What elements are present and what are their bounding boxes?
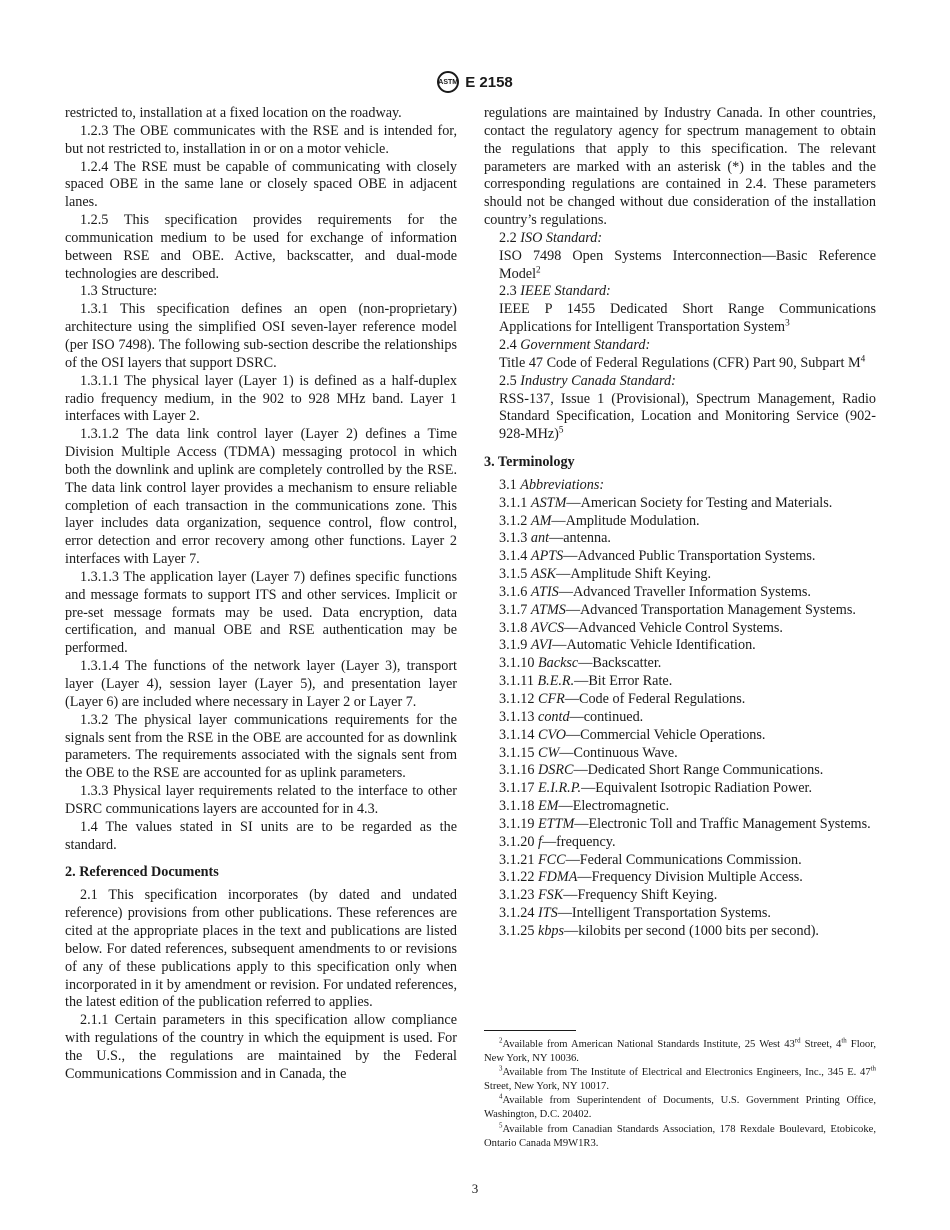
- paragraph: 1.3.2 The physical layer communications requirements for the signals sent from the RSE in the OBE are accounted for as downlink parameters. The requirements associated with the signals sent from the OBE to the RSE are accounted for as uplink parameters.: [65, 711, 457, 782]
- paragraph: 2.1.1 Certain parameters in this specification allow compliance with regulations of the country in which the equipment is used. For the U.S., the regulations are maintained by the Federal Communications Commission and in Canada, the: [65, 1012, 457, 1082]
- paragraph: 1.2.4 The RSE must be capable of communicating with closely spaced OBE in the same lane or closely spaced OBE in adjacent lanes.: [65, 158, 457, 211]
- reference-entry: IEEE P 1455 Dedicated Short Range Communications Applications for Intelligent Transportation System$^3$: [499, 301, 876, 336]
- footnote: $^4$Available from Superintendent of Documents, U.S. Government Printing Office, Washington, D.C. 20402.: [484, 1093, 876, 1121]
- paragraph: 1.4 The values stated in SI units are to be regarded as the standard.: [65, 818, 457, 853]
- left-column: [65, 105, 457, 1084]
- terms-list: [484, 495, 876, 941]
- subsection-label: 2.4 Government Standard:: [499, 336, 651, 353]
- term-entry: 3.1.2 AM—Amplitude Modulation.: [499, 512, 700, 529]
- term-entry: 3.1.19 ETTM—Electronic Toll and Traffic Management Systems.: [499, 815, 871, 832]
- paragraph: 1.3.1.3 The application layer (Layer 7) defines specific functions and message formats to support ITS and other services. Implicit or pre-set message formats may be used. Data encryption, data certification, and manual OBE and RSE authentication may be performed.: [65, 568, 457, 657]
- term-entry: 3.1.7 ATMS—Advanced Transportation Management Systems.: [499, 601, 856, 618]
- paragraph: 1.3.1.4 The functions of the network layer (Layer 3), transport layer (Layer 4), session layer (Layer 5), and presentation layer (Layer 6) are included where necessary in Layer 2 or Layer 7.: [65, 658, 457, 710]
- reference-entry: Title 47 Code of Federal Regulations (CFR) Part 90, Subpart $M^4$: [499, 353, 866, 371]
- footnote: $^2$Available from American National Standards Institute, 25 West 43rd Street, 4th Floor, New York, NY 10036.: [484, 1037, 876, 1065]
- term-entry: 3.1.3 ant—antenna.: [499, 530, 611, 547]
- term-entry: 3.1.24 ITS—Intelligent Transportation Systems.: [499, 905, 771, 922]
- term-entry: 3.1.18 EM—Electromagnetic.: [499, 798, 670, 815]
- subsection-label: 3.1 Abbreviations:: [499, 476, 605, 493]
- paragraph: restricted to, installation at a fixed location on the roadway.: [65, 105, 402, 121]
- term-entry: 3.1.11 B.E.R.—Bit Error Rate.: [499, 673, 673, 690]
- term-entry: 3.1.25 kbps—kilobits per second (1000 bits per second).: [499, 922, 819, 939]
- term-entry: 3.1.8 AVCS—Advanced Vehicle Control Systems.: [499, 619, 783, 636]
- subsection-label: 2.2 ISO Standard:: [499, 229, 603, 246]
- term-entry: 3.1.4 APTS—Advanced Public Transportation Systems.: [499, 548, 816, 565]
- term-entry: 3.1.9 AVI—Automatic Vehicle Identification.: [499, 637, 756, 654]
- paragraph: 2.1 This specification incorporates (by dated and undated reference) provisions from other publications. These references are cited at the appropriate places in the text and publications are listed below. For dated references, subsequent amendments to or revisions of any of these publications apply to this specification only when incorporated in it by amendment or revision. For undated references, the latest edition of the publication referred to applies.: [65, 887, 457, 1011]
- reference-entry: RSS-137, Issue 1 (Provisional), Spectrum Management, Radio Standard Specification, Location and Monitoring Service $(902-928-MHz)^5$: [499, 390, 876, 443]
- section-heading: 3. Terminology: [484, 454, 575, 471]
- term-entry: 3.1.17 E.I.R.P.—Equivalent Isotropic Radiation Power.: [499, 780, 813, 797]
- term-entry: 3.1.10 Backsc—Backscatter.: [499, 655, 662, 672]
- term-entry: 3.1.14 CVO—Commercial Vehicle Operations.: [499, 726, 766, 743]
- footnote-divider: [484, 1030, 576, 1031]
- paragraph: 1.3 Structure:: [80, 283, 158, 300]
- term-entry: 3.1.15 CW—Continuous Wave.: [499, 744, 678, 761]
- astm-logo-icon: ASTM: [437, 71, 459, 93]
- term-entry: 3.1.22 FDMA—Frequency Division Multiple Access.: [499, 869, 803, 886]
- term-entry: 3.1.21 FCC—Federal Communications Commission.: [499, 851, 802, 868]
- term-entry: 3.1.13 contd—continued.: [499, 708, 644, 725]
- subsection-label: 2.5 Industry Canada Standard:: [499, 372, 676, 389]
- page-header: [0, 70, 950, 94]
- term-entry: 3.1.1 ASTM—American Society for Testing and Materials.: [499, 494, 833, 511]
- term-entry: 3.1.5 ASK—Amplitude Shift Keying.: [499, 566, 712, 583]
- paragraph: 1.3.1 This specification defines an open (non-proprietary) architecture using the simplified OSI seven-layer reference model (per ISO 7498). The following sub-section describe the relationships of the OSI layers that support DSRC.: [65, 301, 457, 371]
- section-heading: 2. Referenced Documents: [65, 864, 219, 881]
- page-number: 3: [471, 1181, 479, 1196]
- footnote: $^3$Available from The Institute of Electrical and Electronics Engineers, Inc., 345 E. 47th Street, New York, NY 10017.: [484, 1065, 876, 1093]
- right-column: [484, 105, 876, 941]
- paragraph: 1.3.1.2 The data link control layer (Layer 2) defines a Time Division Multiple Access (TDMA) messaging protocol in which both the downlink and uplink are completely controlled by the RSE. The data link control layer provides a mechanism to ensure reliable completion of each transaction in the communications zone. This layer includes data organization, sequence control, flow control, error detection and error recovery among other functions. Layer 2 interfaces with Layer 7.: [65, 426, 457, 568]
- term-entry: 3.1.16 DSRC—Dedicated Short Range Communications.: [499, 762, 824, 779]
- subsection-label: 2.3 IEEE Standard:: [499, 283, 611, 300]
- paragraph: 1.3.3 Physical layer requirements related to the interface to other DSRC communications layers are accounted for in 4.3.: [65, 783, 457, 817]
- footnotes: [484, 1038, 876, 1151]
- term-entry: 3.1.23 FSK—Frequency Shift Keying.: [499, 887, 718, 904]
- paragraph: regulations are maintained by Industry Canada. In other countries, contact the regulatory agency for spectrum management to obtain the regulations that apply to this specification. The relevant parameters are marked with an asterisk (*) in the tables and the corresponding regulations are contained in 2.4. These parameters should not be changed without due consideration of the installation country’s regulations.: [484, 105, 876, 229]
- term-entry: 3.1.20 f—frequency.: [499, 833, 616, 850]
- paragraph: 1.2.5 This specification provides requirements for the communication medium to be used for exchange of information between RSE and OBE. Active, backscatter, and dual-mode technologies are described.: [65, 212, 457, 282]
- term-entry: 3.1.6 ATIS—Advanced Traveller Information Systems.: [499, 583, 811, 600]
- paragraph: 1.2.3 The OBE communicates with the RSE and is intended for, but not restricted to, installation in or on a motor vehicle.: [65, 122, 457, 157]
- reference-entry: ISO 7498 Open Systems Interconnection—Basic Reference Model$^2$: [499, 247, 876, 282]
- term-entry: 3.1.12 CFR—Code of Federal Regulations.: [499, 691, 746, 707]
- footnote: $^5$Available from Canadian Standards Association, 178 Rexdale Boulevard, Etobicoke, Ontario Canada M9W1R3.: [484, 1122, 876, 1149]
- document-id: E 2158: [465, 73, 513, 91]
- paragraph: 1.3.1.1 The physical layer (Layer 1) is defined as a half-duplex radio frequency medium, in the 902 to 928 MHz band. Layer 1 interfaces with Layer 2.: [65, 372, 457, 425]
